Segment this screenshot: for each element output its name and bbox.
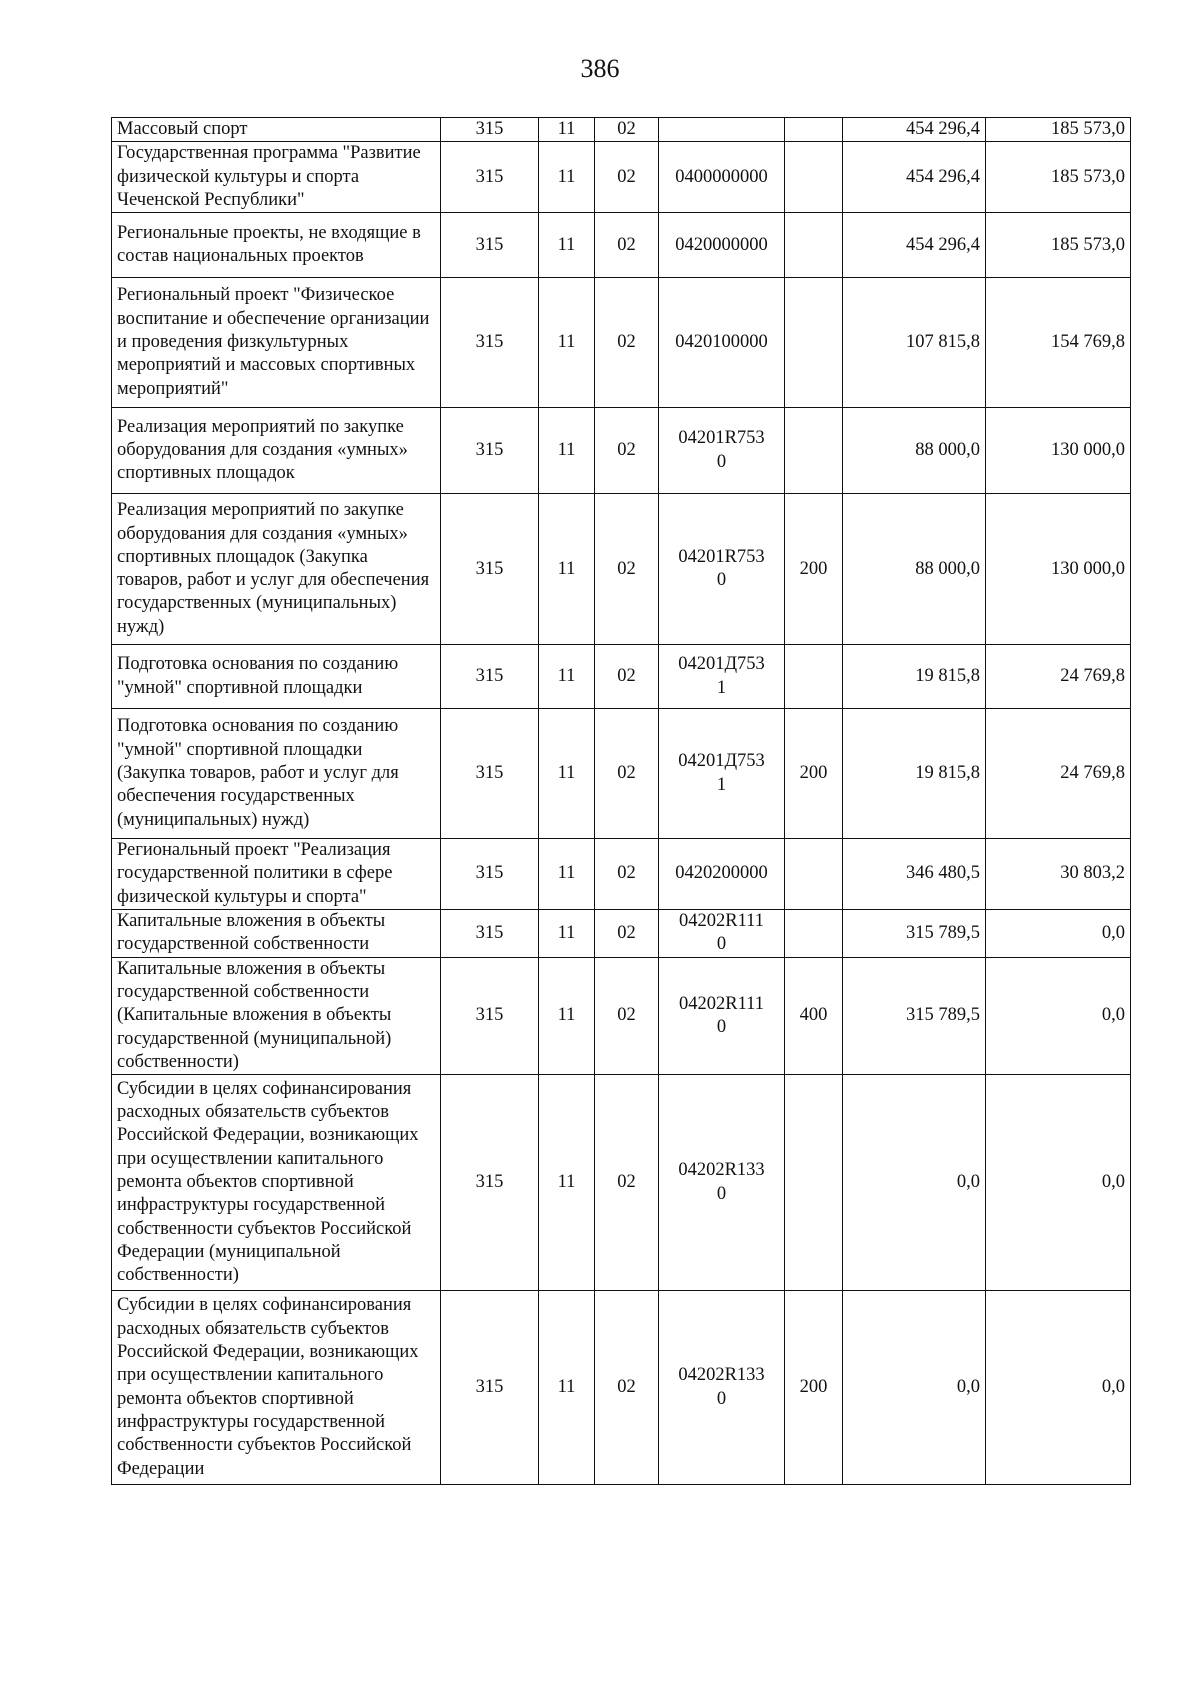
amount-year2-cell: 154 769,8: [986, 278, 1131, 408]
rz-code-cell: 11: [539, 1291, 595, 1485]
amount-year2-cell: 0,0: [986, 957, 1131, 1074]
amount-year2-cell: 24 769,8: [986, 709, 1131, 839]
pr-code-cell: 02: [595, 910, 659, 958]
pr-code-cell: 02: [595, 408, 659, 494]
vr-code-cell: [785, 278, 843, 408]
expense-name-cell: Субсидии в целях софинансирования расходных обязательств субъектов Российской Федерации, возникающих при осуществлении капитального ремонта объектов спортивной инфраструктуры государственной собственности субъектов Российской Федерации: [112, 1291, 441, 1485]
rz-code-cell: 11: [539, 645, 595, 709]
pr-code-cell: 02: [595, 709, 659, 839]
amount-year1-cell: 315 789,5: [843, 957, 986, 1074]
amount-year2-cell: 0,0: [986, 910, 1131, 958]
csr-code-cell: [659, 910, 785, 958]
amount-year1-cell: 88 000,0: [843, 494, 986, 645]
amount-year1-cell: 0,0: [843, 1075, 986, 1291]
amount-year2-cell: 30 803,2: [986, 839, 1131, 910]
csr-code-line: 1: [716, 677, 727, 698]
amount-year1-cell: 19 815,8: [843, 645, 986, 709]
gr-code-cell: 315: [441, 709, 539, 839]
amount-year1-cell: 454 296,4: [843, 118, 986, 142]
csr-code-line: 04202R133: [678, 1365, 765, 1386]
expense-name-cell: Региональный проект "Реализация государственной политики в сфере физической культуры и спорта": [112, 839, 441, 910]
amount-year1-cell: 315 789,5: [843, 910, 986, 958]
amount-year2-cell: 24 769,8: [986, 645, 1131, 709]
gr-code-cell: 315: [441, 645, 539, 709]
amount-year2-cell: 0,0: [986, 1291, 1131, 1485]
page-number: 386: [580, 54, 620, 83]
table-row: [112, 957, 1131, 1074]
csr-code-cell: [659, 142, 785, 213]
pr-code-cell: 02: [595, 839, 659, 910]
rz-code-cell: 11: [539, 910, 595, 958]
csr-code-line: 0: [716, 1016, 727, 1037]
vr-code-cell: [785, 645, 843, 709]
expense-name-cell: Реализация мероприятий по закупке оборудования для создания «умных» спортивных площадок (Закупка товаров, работ и услуг для обеспечения государственных (муниципальных) нужд): [112, 494, 441, 645]
csr-code-cell: [659, 709, 785, 839]
gr-code-cell: 315: [441, 213, 539, 278]
amount-year1-cell: 107 815,8: [843, 278, 986, 408]
csr-code-cell: [659, 957, 785, 1074]
csr-code-line: 04201Д753: [678, 654, 765, 675]
amount-year1-cell: 19 815,8: [843, 709, 986, 839]
vr-code-cell: [785, 408, 843, 494]
csr-code-cell: [659, 839, 785, 910]
vr-code-cell: [785, 142, 843, 213]
csr-code-line: 04202R133: [678, 1160, 765, 1181]
csr-code-line: 04202R111: [679, 993, 764, 1014]
rz-code-cell: 11: [539, 213, 595, 278]
vr-code-cell: 200: [785, 494, 843, 645]
rz-code-cell: 11: [539, 709, 595, 839]
csr-code-line: 0: [716, 934, 727, 955]
expense-name-cell: Субсидии в целях софинансирования расходных обязательств субъектов Российской Федерации, возникающих при осуществлении капитального ремонта объектов спортивной инфраструктуры государственной собственности субъектов Российской Федерации (муниципальной собственности): [112, 1075, 441, 1291]
table-row: [112, 142, 1131, 213]
amount-year2-cell: 0,0: [986, 1075, 1131, 1291]
expense-name-cell: Капитальные вложения в объекты государственной собственности (Капитальные вложения в объекты государственной (муниципальной) собственности): [112, 957, 441, 1074]
vr-code-cell: [785, 1075, 843, 1291]
csr-code-line: 0: [716, 451, 727, 472]
gr-code-cell: 315: [441, 910, 539, 958]
rz-code-cell: 11: [539, 142, 595, 213]
gr-code-cell: 315: [441, 278, 539, 408]
csr-code-cell: [659, 213, 785, 278]
amount-year1-cell: 0,0: [843, 1291, 986, 1485]
pr-code-cell: 02: [595, 213, 659, 278]
expense-name-cell: Государственная программа "Развитие физической культуры и спорта Чеченской Республики": [112, 142, 441, 213]
expense-name-cell: Подготовка основания по созданию "умной" спортивной площадки (Закупка товаров, работ и услуг для обеспечения государственных (муниципальных) нужд): [112, 709, 441, 839]
table-row: [112, 910, 1131, 958]
csr-code-line: 0: [716, 1388, 727, 1409]
csr-code-line: 04201R753: [678, 546, 765, 567]
csr-code-line: 0420000000: [675, 234, 768, 255]
pr-code-cell: 02: [595, 645, 659, 709]
expense-name-cell: Региональный проект "Физическое воспитание и обеспечение организации и проведения физкультурных мероприятий и массовых спортивных мероприятий": [112, 278, 441, 408]
table-row: [112, 118, 1131, 142]
table-row: [112, 494, 1131, 645]
expense-name-cell: Массовый спорт: [112, 118, 441, 142]
amount-year2-cell: 185 573,0: [986, 118, 1131, 142]
amount-year2-cell: 130 000,0: [986, 494, 1131, 645]
csr-code-line: 04202R111: [679, 911, 764, 932]
gr-code-cell: 315: [441, 957, 539, 1074]
pr-code-cell: 02: [595, 118, 659, 142]
gr-code-cell: 315: [441, 1291, 539, 1485]
vr-code-cell: [785, 839, 843, 910]
rz-code-cell: 11: [539, 494, 595, 645]
budget-table: [111, 117, 1131, 1485]
csr-code-cell: [659, 118, 785, 142]
rz-code-cell: 11: [539, 278, 595, 408]
expense-name-cell: Капитальные вложения в объекты государственной собственности: [112, 910, 441, 958]
pr-code-cell: 02: [595, 957, 659, 1074]
vr-code-cell: 400: [785, 957, 843, 1074]
expense-name-cell: Реализация мероприятий по закупке оборудования для создания «умных» спортивных площадок: [112, 408, 441, 494]
gr-code-cell: 315: [441, 839, 539, 910]
csr-code-line: 0420200000: [675, 863, 768, 884]
pr-code-cell: 02: [595, 1075, 659, 1291]
vr-code-cell: [785, 118, 843, 142]
rz-code-cell: 11: [539, 118, 595, 142]
csr-code-line: 0: [716, 1183, 727, 1204]
amount-year2-cell: 130 000,0: [986, 408, 1131, 494]
csr-code-cell: [659, 645, 785, 709]
rz-code-cell: 11: [539, 839, 595, 910]
expense-name-cell: Подготовка основания по созданию "умной" спортивной площадки: [112, 645, 441, 709]
amount-year1-cell: 454 296,4: [843, 142, 986, 213]
amount-year2-cell: 185 573,0: [986, 213, 1131, 278]
csr-code-line: 0: [716, 570, 727, 591]
csr-code-line: 1: [716, 774, 727, 795]
table-row: [112, 645, 1131, 709]
csr-code-line: 0420100000: [675, 332, 768, 353]
table-row: [112, 1291, 1131, 1485]
pr-code-cell: 02: [595, 278, 659, 408]
pr-code-cell: 02: [595, 1291, 659, 1485]
gr-code-cell: 315: [441, 1075, 539, 1291]
csr-code-cell: [659, 1075, 785, 1291]
pr-code-cell: 02: [595, 142, 659, 213]
csr-code-cell: [659, 494, 785, 645]
vr-code-cell: [785, 213, 843, 278]
rz-code-cell: 11: [539, 1075, 595, 1291]
vr-code-cell: 200: [785, 709, 843, 839]
gr-code-cell: 315: [441, 494, 539, 645]
csr-code-cell: [659, 1291, 785, 1485]
vr-code-cell: 200: [785, 1291, 843, 1485]
pr-code-cell: 02: [595, 494, 659, 645]
table-row: [112, 213, 1131, 278]
csr-code-cell: [659, 278, 785, 408]
table-row: [112, 709, 1131, 839]
csr-code-cell: [659, 408, 785, 494]
csr-code-line: 04201R753: [678, 428, 765, 449]
budget-table-body: [112, 118, 1131, 1485]
rz-code-cell: 11: [539, 408, 595, 494]
csr-code-line: 04201Д753: [678, 751, 765, 772]
table-row: [112, 839, 1131, 910]
gr-code-cell: 315: [441, 408, 539, 494]
table-row: [112, 278, 1131, 408]
csr-code-line: 0400000000: [675, 166, 768, 187]
gr-code-cell: 315: [441, 142, 539, 213]
table-row: [112, 1075, 1131, 1291]
amount-year1-cell: 88 000,0: [843, 408, 986, 494]
expense-name-cell: Региональные проекты, не входящие в состав национальных проектов: [112, 213, 441, 278]
amount-year1-cell: 454 296,4: [843, 213, 986, 278]
vr-code-cell: [785, 910, 843, 958]
gr-code-cell: 315: [441, 118, 539, 142]
table-row: [112, 408, 1131, 494]
amount-year2-cell: 185 573,0: [986, 142, 1131, 213]
amount-year1-cell: 346 480,5: [843, 839, 986, 910]
rz-code-cell: 11: [539, 957, 595, 1074]
